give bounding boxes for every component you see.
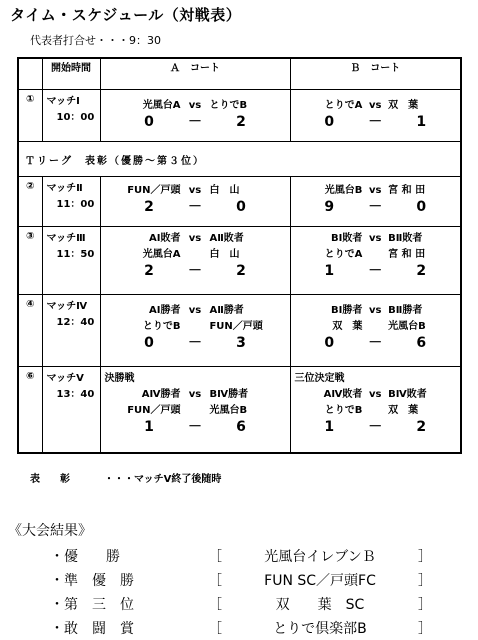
score: 1 (324, 419, 335, 435)
score-dash: － (368, 199, 383, 215)
league-award-band (18, 142, 461, 177)
match-cell (42, 90, 100, 142)
result-value: とりで倶楽部B (273, 621, 367, 637)
round-label: 決勝戦 (104, 373, 135, 384)
team: BⅡ敗者 (388, 233, 423, 244)
court-b-cell: 三位決定戦 AⅣ敗者 vs BⅣ敗者 とりでB 双 葉 1 － 2 (290, 367, 461, 453)
team: 宮 和 田 (388, 249, 426, 260)
match-name: マッチⅣ (46, 301, 88, 312)
court-a-cell: 決勝戦 AⅣ勝者 vs BⅣ勝者 FUN／戸頭 光風台B 1 － 6 (100, 367, 290, 453)
team: FUN／戸頭 (127, 185, 181, 196)
team: 双 葉 (388, 405, 419, 416)
team: 双 葉 (388, 100, 419, 111)
team: とりでA (324, 249, 363, 260)
team: AⅣ勝者 (141, 389, 181, 400)
award-text: ・・・マッチⅤ終了後随時 (104, 474, 222, 485)
header-blank (18, 58, 42, 90)
match-name: マッチⅢ (46, 233, 86, 244)
result-item (50, 618, 432, 638)
match-time: 12：40 (56, 317, 95, 328)
bracket-open: ［ (208, 549, 222, 565)
court-b-cell (290, 90, 461, 142)
table-row (18, 90, 461, 142)
score-dash: － (368, 114, 383, 130)
team: 光風台A (142, 100, 181, 111)
match-number: ⑥ (18, 367, 42, 453)
team: BⅠ敗者 (330, 233, 363, 244)
match-cell (42, 227, 100, 295)
score: 1 (416, 114, 427, 130)
vs-label: vs (369, 100, 382, 111)
match-cell (42, 177, 100, 227)
table-row (18, 227, 461, 295)
result-value: 光風台イレブンＢ (264, 549, 376, 565)
bracket-close: ］ (418, 573, 432, 589)
match-number: ③ (18, 227, 42, 295)
page-title: タイム・スケジュール（対戦表） (10, 6, 242, 24)
score: 0 (416, 199, 427, 215)
court-b-cell: BⅠ勝者 vs BⅡ勝者 双 葉 光風台B 0 － 6 (290, 295, 461, 367)
match-number: ① (18, 90, 42, 142)
team: AⅠ勝者 (149, 305, 181, 316)
team: とりでB (209, 100, 248, 111)
team: 光風台A (142, 249, 181, 260)
team: 双 葉 (332, 321, 363, 332)
meeting-time: 代表者打合せ・・・9：30 (30, 34, 161, 47)
result-item (50, 594, 432, 614)
result-value: FUN SC／戸頭FC (264, 573, 376, 589)
team: とりでB (142, 321, 181, 332)
schedule-table (17, 57, 462, 454)
score: 0 (324, 335, 335, 351)
header-court-b: Ｂ コート (290, 58, 461, 90)
team: BⅡ勝者 (388, 305, 423, 316)
match-name: マッチⅡ (46, 183, 83, 194)
score-dash: － (368, 263, 383, 279)
score: 3 (236, 335, 246, 351)
score: 2 (236, 114, 246, 130)
team: AⅡ勝者 (209, 305, 244, 316)
score: 0 (236, 199, 246, 215)
score: 2 (416, 419, 427, 435)
result-item (50, 570, 432, 590)
score: 6 (416, 335, 427, 351)
team: AⅣ敗者 (323, 389, 363, 400)
team: 光風台B (324, 185, 363, 196)
award-label: 表 彰 (30, 474, 70, 485)
team: 宮 和 田 (388, 185, 426, 196)
match-number: ② (18, 177, 42, 227)
score: 2 (144, 199, 154, 215)
band-text: Ｔリーグ 表彰（優勝～第３位） (18, 142, 461, 177)
round-label: 三位決定戦 (294, 373, 345, 384)
score: 0 (144, 114, 154, 130)
score-dash: － (188, 199, 202, 215)
court-a-cell (100, 90, 290, 142)
team: とりでA (324, 100, 363, 111)
team: BⅠ勝者 (330, 305, 363, 316)
team: 光風台B (388, 321, 426, 332)
result-item (50, 546, 432, 566)
vs-label: vs (188, 185, 202, 196)
score: 2 (236, 263, 246, 279)
score-dash: － (188, 419, 202, 435)
vs-label: vs (188, 100, 202, 111)
result-label: ・優 勝 (50, 549, 120, 565)
court-b-cell: BⅠ敗者 vs BⅡ敗者 とりでA 宮 和 田 1 － 2 (290, 227, 461, 295)
bracket-open: ［ (208, 573, 222, 589)
score: 2 (416, 263, 427, 279)
result-label: ・第 三 位 (50, 597, 134, 613)
score: 2 (144, 263, 154, 279)
results-title: 《大会結果》 (8, 523, 92, 539)
header-court-a: Ａ コート (100, 58, 290, 90)
bracket-close: ］ (418, 597, 432, 613)
match-name: マッチⅤ (46, 373, 84, 384)
court-a-cell: AⅠ勝者 vs AⅡ勝者 とりでB FUN／戸頭 0 － 3 (100, 295, 290, 367)
bracket-open: ［ (208, 597, 222, 613)
match-time: 10：00 (56, 112, 95, 123)
vs-label: vs (369, 185, 382, 196)
match-name: マッチⅠ (46, 96, 80, 107)
team: FUN／戸頭 (127, 405, 181, 416)
score-dash: － (188, 114, 202, 130)
match-time: 13：40 (56, 389, 95, 400)
score: 9 (324, 199, 335, 215)
table-header-row (18, 58, 461, 90)
team: AⅡ敗者 (209, 233, 244, 244)
team: FUN／戸頭 (209, 321, 263, 332)
table-row (18, 177, 461, 227)
table-row (18, 295, 461, 367)
score: 0 (144, 335, 154, 351)
team: BⅣ勝者 (209, 389, 249, 400)
match-cell (42, 295, 100, 367)
team: 白 山 (209, 249, 240, 260)
result-label: ・敢 闘 賞 (50, 621, 134, 637)
court-a-cell (100, 177, 290, 227)
match-time: 11：00 (56, 199, 95, 210)
table-row (18, 367, 461, 453)
header-time: 開始時間 (42, 58, 100, 90)
result-label: ・準 優 勝 (50, 573, 134, 589)
team: BⅣ敗者 (388, 389, 427, 400)
bracket-close: ］ (418, 621, 432, 637)
score-dash: － (188, 335, 202, 351)
team: 光風台B (209, 405, 248, 416)
match-time: 11：50 (56, 249, 95, 260)
court-b-cell (290, 177, 461, 227)
result-value: 双 葉 SC (275, 597, 365, 613)
match-number: ④ (18, 295, 42, 367)
court-a-cell: AⅠ敗者 vs AⅡ敗者 光風台A 白 山 2 － 2 (100, 227, 290, 295)
score: 6 (236, 419, 246, 435)
score-dash: － (188, 263, 202, 279)
team: 白 山 (209, 185, 240, 196)
match-cell (42, 367, 100, 453)
bracket-close: ］ (418, 549, 432, 565)
score-dash: － (368, 335, 383, 351)
score: 1 (324, 263, 335, 279)
team: とりでB (324, 405, 363, 416)
team: AⅠ敗者 (149, 233, 181, 244)
score: 1 (144, 419, 154, 435)
score: 0 (324, 114, 335, 130)
bracket-open: ［ (208, 621, 222, 637)
score-dash: － (368, 419, 383, 435)
award-note (30, 470, 221, 485)
